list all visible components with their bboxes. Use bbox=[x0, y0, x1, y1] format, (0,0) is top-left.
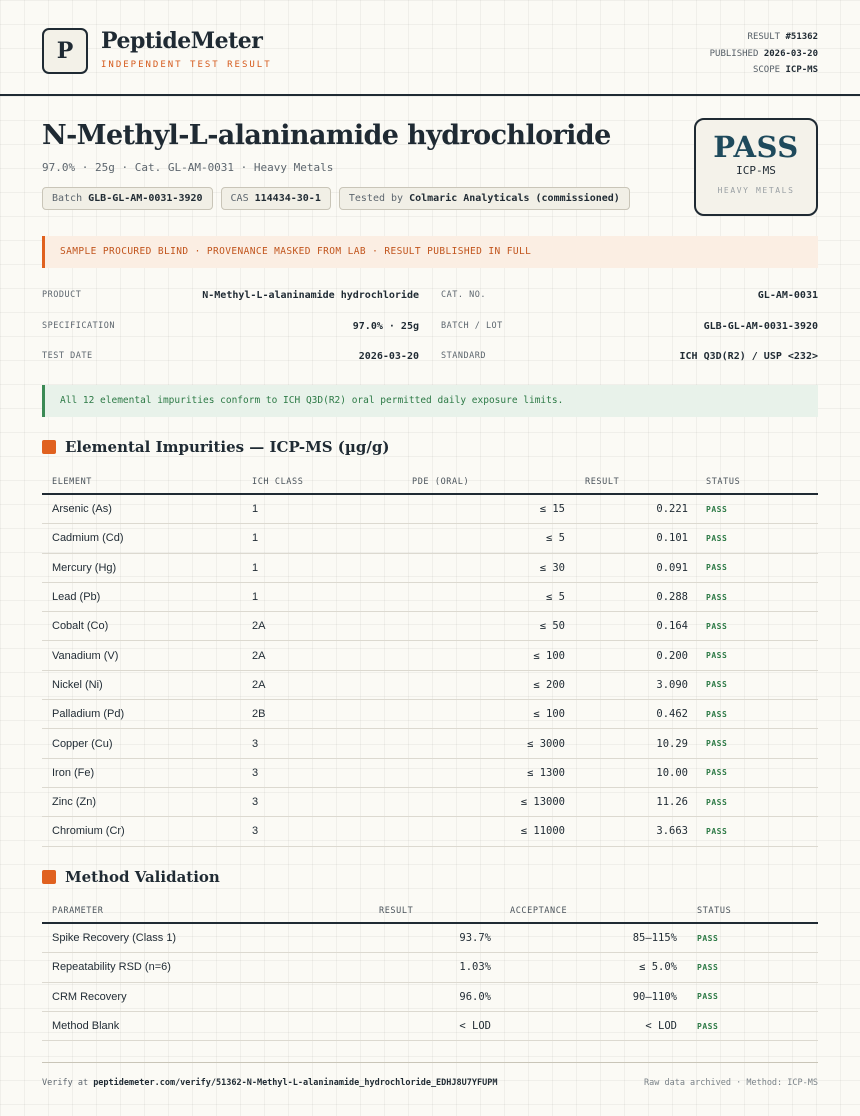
ich-class-cell: 1 bbox=[252, 532, 259, 545]
pde-cell: ≤ 15 bbox=[539, 503, 565, 516]
ich-class-cell: 1 bbox=[252, 561, 259, 574]
tested-by-label: Tested by bbox=[348, 193, 404, 204]
element-cell: Nickel (Ni) bbox=[52, 678, 103, 691]
result-cell: 3.090 bbox=[656, 678, 688, 691]
catno-label: CAT. NO. bbox=[441, 290, 486, 300]
result-cell: 0.164 bbox=[656, 620, 688, 633]
acceptance-cell: < LOD bbox=[645, 1020, 677, 1033]
acceptance-cell: 90–110% bbox=[632, 990, 677, 1003]
stamp-verdict: PASS bbox=[713, 130, 799, 164]
result-cell: 11.26 bbox=[656, 796, 688, 809]
tested-by-value: Colmaric Analyticals (commissioned) bbox=[409, 193, 620, 204]
info-row-date bbox=[42, 341, 818, 371]
col-parameter: PARAMETER bbox=[52, 906, 104, 916]
status-badge: PASS bbox=[706, 680, 728, 690]
pde-cell: ≤ 50 bbox=[539, 620, 565, 633]
test-date-label: TEST DATE bbox=[42, 351, 93, 361]
table-row bbox=[42, 1012, 818, 1041]
product-subtitle: 97.0% · 25g · Cat. GL-AM-0031 · Heavy Metals bbox=[42, 161, 334, 174]
ich-class-cell: 2A bbox=[252, 649, 266, 662]
acceptance-cell: ≤ 5.0% bbox=[639, 961, 677, 974]
result-label: RESULT bbox=[747, 32, 781, 42]
element-cell: Palladium (Pd) bbox=[52, 708, 125, 721]
report-header bbox=[0, 0, 860, 96]
col-val-status: STATUS bbox=[697, 906, 732, 916]
element-cell: Copper (Cu) bbox=[52, 737, 113, 750]
result-cell: 0.221 bbox=[656, 503, 688, 516]
batch-lot-label: BATCH / LOT bbox=[441, 321, 503, 331]
result-cell: 96.0% bbox=[459, 990, 491, 1003]
pde-cell: ≤ 200 bbox=[533, 678, 565, 691]
ich-class-cell: 2A bbox=[252, 620, 266, 633]
stamp-method: ICP-MS bbox=[736, 164, 776, 177]
table-row bbox=[42, 583, 818, 612]
specification-value: 97.0% · 25g bbox=[352, 320, 419, 332]
pde-cell: ≤ 100 bbox=[533, 708, 565, 721]
col-result: RESULT bbox=[585, 477, 620, 487]
catno-value: GL-AM-0031 bbox=[757, 289, 818, 301]
verify-link[interactable]: peptidemeter.com/verify/51362-N-Methyl-L-alaninamide_hydrochloride_EDHJ8U7YFUPM bbox=[93, 1078, 498, 1088]
impurities-section-heading bbox=[42, 438, 389, 456]
impurities-table-body bbox=[42, 495, 818, 847]
scope-value: ICP-MS bbox=[785, 65, 818, 75]
validation-table-header bbox=[42, 895, 818, 924]
element-cell: Lead (Pb) bbox=[52, 591, 101, 604]
impurities-title: Elemental Impurities — ICP-MS (µg/g) bbox=[65, 438, 390, 456]
status-badge: PASS bbox=[706, 768, 728, 778]
product-label: PRODUCT bbox=[42, 290, 82, 300]
table-row bbox=[42, 924, 818, 953]
pde-cell: ≤ 1300 bbox=[527, 766, 565, 779]
element-cell: Arsenic (As) bbox=[52, 503, 112, 516]
section-marker-icon bbox=[42, 870, 56, 884]
validation-section-heading bbox=[42, 868, 220, 886]
status-badge: PASS bbox=[706, 563, 728, 573]
result-cell: 10.00 bbox=[656, 766, 688, 779]
element-cell: Chromium (Cr) bbox=[52, 825, 125, 838]
col-element: ELEMENT bbox=[52, 477, 93, 487]
result-cell: 3.663 bbox=[656, 825, 688, 838]
batch-chip-value: GLB-GL-AM-0031-3920 bbox=[88, 193, 203, 204]
parameter-cell: Spike Recovery (Class 1) bbox=[52, 932, 177, 945]
table-row bbox=[42, 612, 818, 641]
report-meta bbox=[710, 29, 818, 79]
col-status: STATUS bbox=[706, 477, 741, 487]
ich-class-cell: 3 bbox=[252, 796, 259, 809]
validation-table-body bbox=[42, 924, 818, 1041]
status-badge: PASS bbox=[706, 797, 728, 807]
table-row bbox=[42, 495, 818, 524]
table-row bbox=[42, 524, 818, 553]
impurities-table-header bbox=[42, 466, 818, 495]
result-cell: 0.091 bbox=[656, 561, 688, 574]
ich-class-cell: 1 bbox=[252, 503, 259, 516]
result-cell: 0.288 bbox=[656, 591, 688, 604]
result-number-line bbox=[710, 29, 818, 46]
parameter-cell: Method Blank bbox=[52, 1020, 120, 1033]
brand-tagline: INDEPENDENT TEST RESULT bbox=[101, 60, 272, 70]
published-date: 2026-03-20 bbox=[763, 48, 818, 59]
pde-cell: ≤ 5 bbox=[546, 591, 565, 604]
status-badge: PASS bbox=[706, 826, 728, 836]
status-badge: PASS bbox=[706, 621, 728, 631]
verify-label: Verify at bbox=[42, 1078, 89, 1088]
result-number: #51362 bbox=[785, 32, 818, 42]
status-badge: PASS bbox=[697, 1021, 719, 1031]
pde-cell: ≤ 5 bbox=[546, 532, 565, 545]
col-acceptance: ACCEPTANCE bbox=[510, 906, 568, 916]
table-row bbox=[42, 759, 818, 788]
cas-chip-value: 114434-30-1 bbox=[254, 193, 321, 204]
product-chips bbox=[42, 187, 630, 210]
table-row bbox=[42, 953, 818, 982]
cas-chip bbox=[221, 187, 331, 210]
col-pde: PDE (ORAL) bbox=[412, 477, 470, 487]
status-badge: PASS bbox=[697, 933, 719, 943]
status-badge: PASS bbox=[706, 739, 728, 749]
info-row-spec bbox=[42, 311, 818, 341]
table-row bbox=[42, 700, 818, 729]
pde-cell: ≤ 100 bbox=[533, 649, 565, 662]
footer-archive-note: Raw data archived · Method: ICP-MS bbox=[644, 1078, 818, 1088]
result-cell: 93.7% bbox=[459, 932, 491, 945]
published-line bbox=[710, 46, 818, 63]
product-value: N-Methyl-L-alaninamide hydrochloride bbox=[202, 289, 419, 301]
ich-class-cell: 3 bbox=[252, 766, 259, 779]
status-badge: PASS bbox=[706, 651, 728, 661]
verify-line bbox=[42, 1078, 497, 1088]
specification-label: SPECIFICATION bbox=[42, 321, 116, 331]
standard-value: ICH Q3D(R2) / USP <232> bbox=[679, 350, 818, 362]
batch-lot-value: GLB-GL-AM-0031-3920 bbox=[703, 320, 818, 332]
batch-chip-label: Batch bbox=[52, 193, 83, 204]
ich-class-cell: 3 bbox=[252, 737, 259, 750]
table-row bbox=[42, 983, 818, 1012]
pde-cell: ≤ 11000 bbox=[520, 825, 565, 838]
status-badge: PASS bbox=[697, 962, 719, 972]
table-row bbox=[42, 788, 818, 817]
pass-stamp bbox=[694, 118, 818, 216]
cas-chip-label: CAS bbox=[230, 193, 249, 204]
table-row bbox=[42, 554, 818, 583]
table-row bbox=[42, 671, 818, 700]
standard-label: STANDARD bbox=[441, 351, 486, 361]
element-cell: Zinc (Zn) bbox=[52, 796, 96, 809]
status-badge: PASS bbox=[706, 504, 728, 514]
status-badge: PASS bbox=[706, 533, 728, 543]
element-cell: Vanadium (V) bbox=[52, 649, 119, 662]
col-val-result: RESULT bbox=[379, 906, 414, 916]
scope-label: SCOPE bbox=[752, 65, 781, 75]
ich-class-cell: 2A bbox=[252, 678, 266, 691]
pde-cell: ≤ 13000 bbox=[520, 796, 565, 809]
brand-logo: P bbox=[42, 28, 88, 74]
status-badge: PASS bbox=[706, 592, 728, 602]
result-cell: 1.03% bbox=[459, 961, 491, 974]
parameter-cell: CRM Recovery bbox=[52, 990, 127, 1003]
ich-class-cell: 3 bbox=[252, 825, 259, 838]
element-cell: Cobalt (Co) bbox=[52, 620, 109, 633]
status-badge: PASS bbox=[697, 992, 719, 1002]
validation-table bbox=[42, 895, 818, 1041]
impurities-table bbox=[42, 466, 818, 847]
table-row bbox=[42, 641, 818, 670]
table-row bbox=[42, 817, 818, 846]
product-title: N-Methyl-L-alaninamide hydrochloride bbox=[42, 120, 611, 151]
element-cell: Cadmium (Cd) bbox=[52, 532, 124, 545]
scope-line bbox=[710, 62, 818, 79]
stamp-category: HEAVY METALS bbox=[717, 186, 795, 195]
result-cell: 10.29 bbox=[656, 737, 688, 750]
col-ich-class: ICH CLASS bbox=[252, 477, 304, 487]
result-cell: 0.200 bbox=[656, 649, 688, 662]
ich-class-cell: 1 bbox=[252, 591, 259, 604]
element-cell: Iron (Fe) bbox=[52, 766, 95, 779]
parameter-cell: Repeatability RSD (n=6) bbox=[52, 961, 171, 974]
published-label: PUBLISHED bbox=[709, 48, 759, 59]
acceptance-cell: 85–115% bbox=[632, 932, 677, 945]
pde-cell: ≤ 30 bbox=[539, 561, 565, 574]
pde-cell: ≤ 3000 bbox=[527, 737, 565, 750]
test-date-value: 2026-03-20 bbox=[358, 350, 419, 362]
batch-chip bbox=[42, 187, 213, 210]
table-row bbox=[42, 729, 818, 758]
validation-title: Method Validation bbox=[65, 868, 220, 886]
section-marker-icon bbox=[42, 440, 56, 454]
brand-name: PeptideMeter bbox=[101, 28, 263, 54]
tested-by-chip bbox=[339, 187, 630, 210]
status-badge: PASS bbox=[706, 709, 728, 719]
element-cell: Mercury (Hg) bbox=[52, 561, 117, 574]
report-footer bbox=[42, 1062, 818, 1102]
result-cell: < LOD bbox=[459, 1020, 491, 1033]
conformance-notice: All 12 elemental impurities conform to ICH Q3D(R2) oral permitted daily exposure limits. bbox=[42, 385, 818, 417]
ich-class-cell: 2B bbox=[252, 708, 266, 721]
blind-procurement-notice: SAMPLE PROCURED BLIND · PROVENANCE MASKED FROM LAB · RESULT PUBLISHED IN FULL bbox=[42, 236, 818, 268]
info-row-product bbox=[42, 280, 818, 310]
result-cell: 0.462 bbox=[656, 708, 688, 721]
result-cell: 0.101 bbox=[656, 532, 688, 545]
